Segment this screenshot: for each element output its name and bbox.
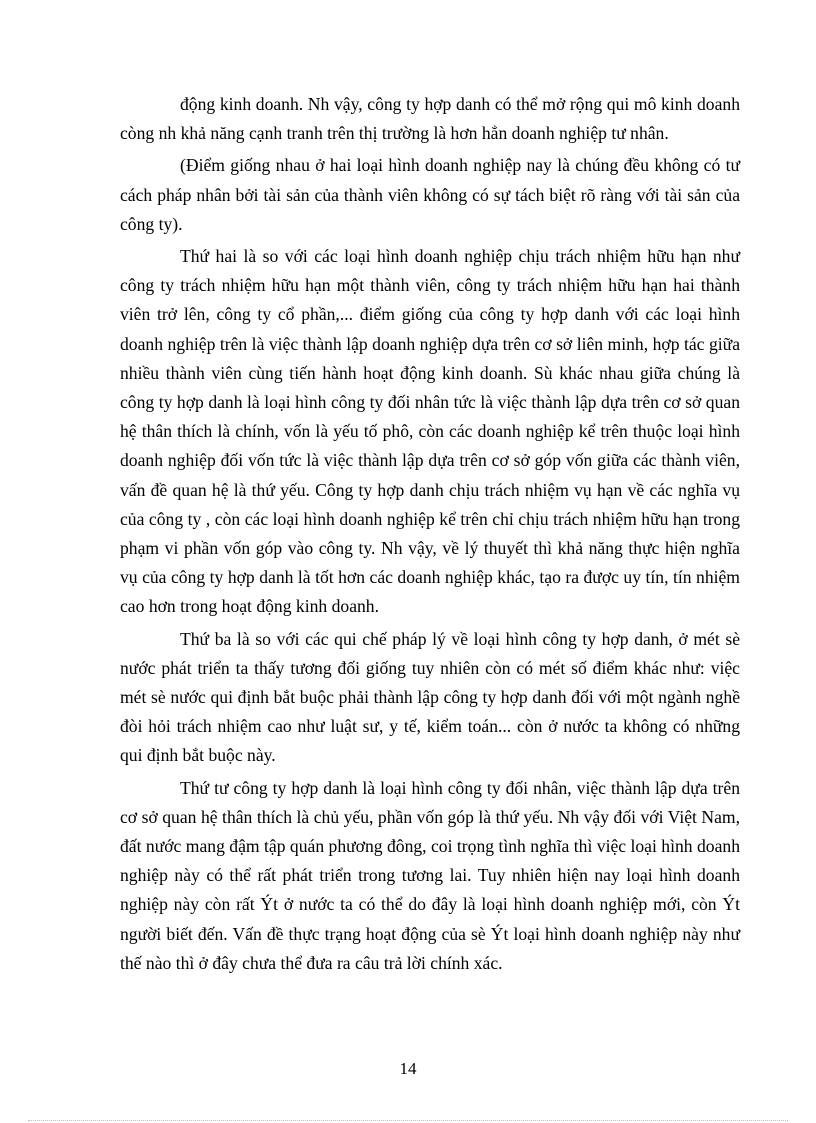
paragraph-5: Thứ tư công ty hợp danh là loại hình công ty đối nhân, việc thành lập dựa trên cơ sở quan hệ thân thích là chủ yếu, phần vốn góp là thứ yếu. Nh vậy đối với Việt Nam, đất nước mang đậm tập quán phương đông, coi trọng tình nghĩa thì việc loại hình doanh nghiệp này có thể rất phát triển trong tương lai. Tuy nhiên hiện nay loại hình doanh nghiệp này còn rất Ýt ở nước ta có thể do đây là loại hình doanh nghiệp mới, còn Ýt người biết đến. Vấn đề thực trạng hoạt động của sè Ýt loại hình doanh nghiệp này như thế nào thì ở đây chưa thể đưa ra câu trả lời chính xác. [120, 777, 740, 973]
footer-divider [28, 1120, 788, 1121]
paragraph-1: động kinh doanh. Nh vậy, công ty hợp danh có thể mở rộng qui mô kinh doanh còng nh khả năng cạnh tranh trên thị trường là hơn hẳn doanh nghiệp tư nhân. [120, 94, 740, 144]
page-number: 14 [399, 1059, 417, 1078]
body-text [120, 90, 740, 981]
paragraph-4: Thứ ba là so với các qui chế pháp lý về loại hình công ty hợp danh, ở mét sè nước phát triển ta thấy tương đối giống tuy nhiên còn có mét số điểm khác như: việc mét sè nước qui định bắt buộc phải thành lập công ty hợp danh đối với một ngành nghề đòi hỏi trách nhiệm cao như luật sư, y tế, kiểm toán... còn ở nước ta không có những qui định bắt buộc này. [120, 628, 740, 766]
paragraph-3: Thứ hai là so với các loại hình doanh nghiệp chịu trách nhiệm hữu hạn như công ty trách nhiệm hữu hạn một thành viên, công ty trách nhiệm hữu hạn hai thành viên trở lên, công ty cổ phần,... điểm giống của công ty hợp danh với các loại hình doanh nghiệp trên là việc thành lập doanh nghiệp dựa trên cơ sở liên minh, hợp tác giữa nhiều thành viên cùng tiến hành hoạt động kinh doanh. Sù khác nhau giữa chúng là công ty hợp danh là loại hình công ty đối nhân tức là việc thành lập dựa trên cơ sở quan hệ thân thích là chính, vốn là yếu tố phô, còn các doanh nghiệp kể trên thuộc loại hình doanh nghiệp đối vốn tức là việc thành lập dựa trên cơ sở góp vốn giữa các thành viên, vấn đề quan hệ là thứ yếu. Công ty hợp danh chịu trách nhiệm vụ hạn về các nghĩa vụ của công ty , còn các loại hình doanh nghiệp kể trên chỉ chịu trách nhiệm hữu hạn trong phạm vi phần vốn góp vào công ty. Nh vậy, về lý thuyết thì khả năng thực hiện nghĩa vụ của công ty hợp danh là tốt hơn các doanh nghiệp khác, tạo ra được uy tín, tín nhiệm cao hơn trong hoạt động kinh doanh. [120, 246, 740, 617]
paragraph-2: (Điểm giống nhau ở hai loại hình doanh nghiệp nay là chúng đều không có tư cách pháp nhân bởi tài sản của thành viên không có sự tách biệt rõ ràng với tài sản của công ty). [120, 155, 740, 234]
